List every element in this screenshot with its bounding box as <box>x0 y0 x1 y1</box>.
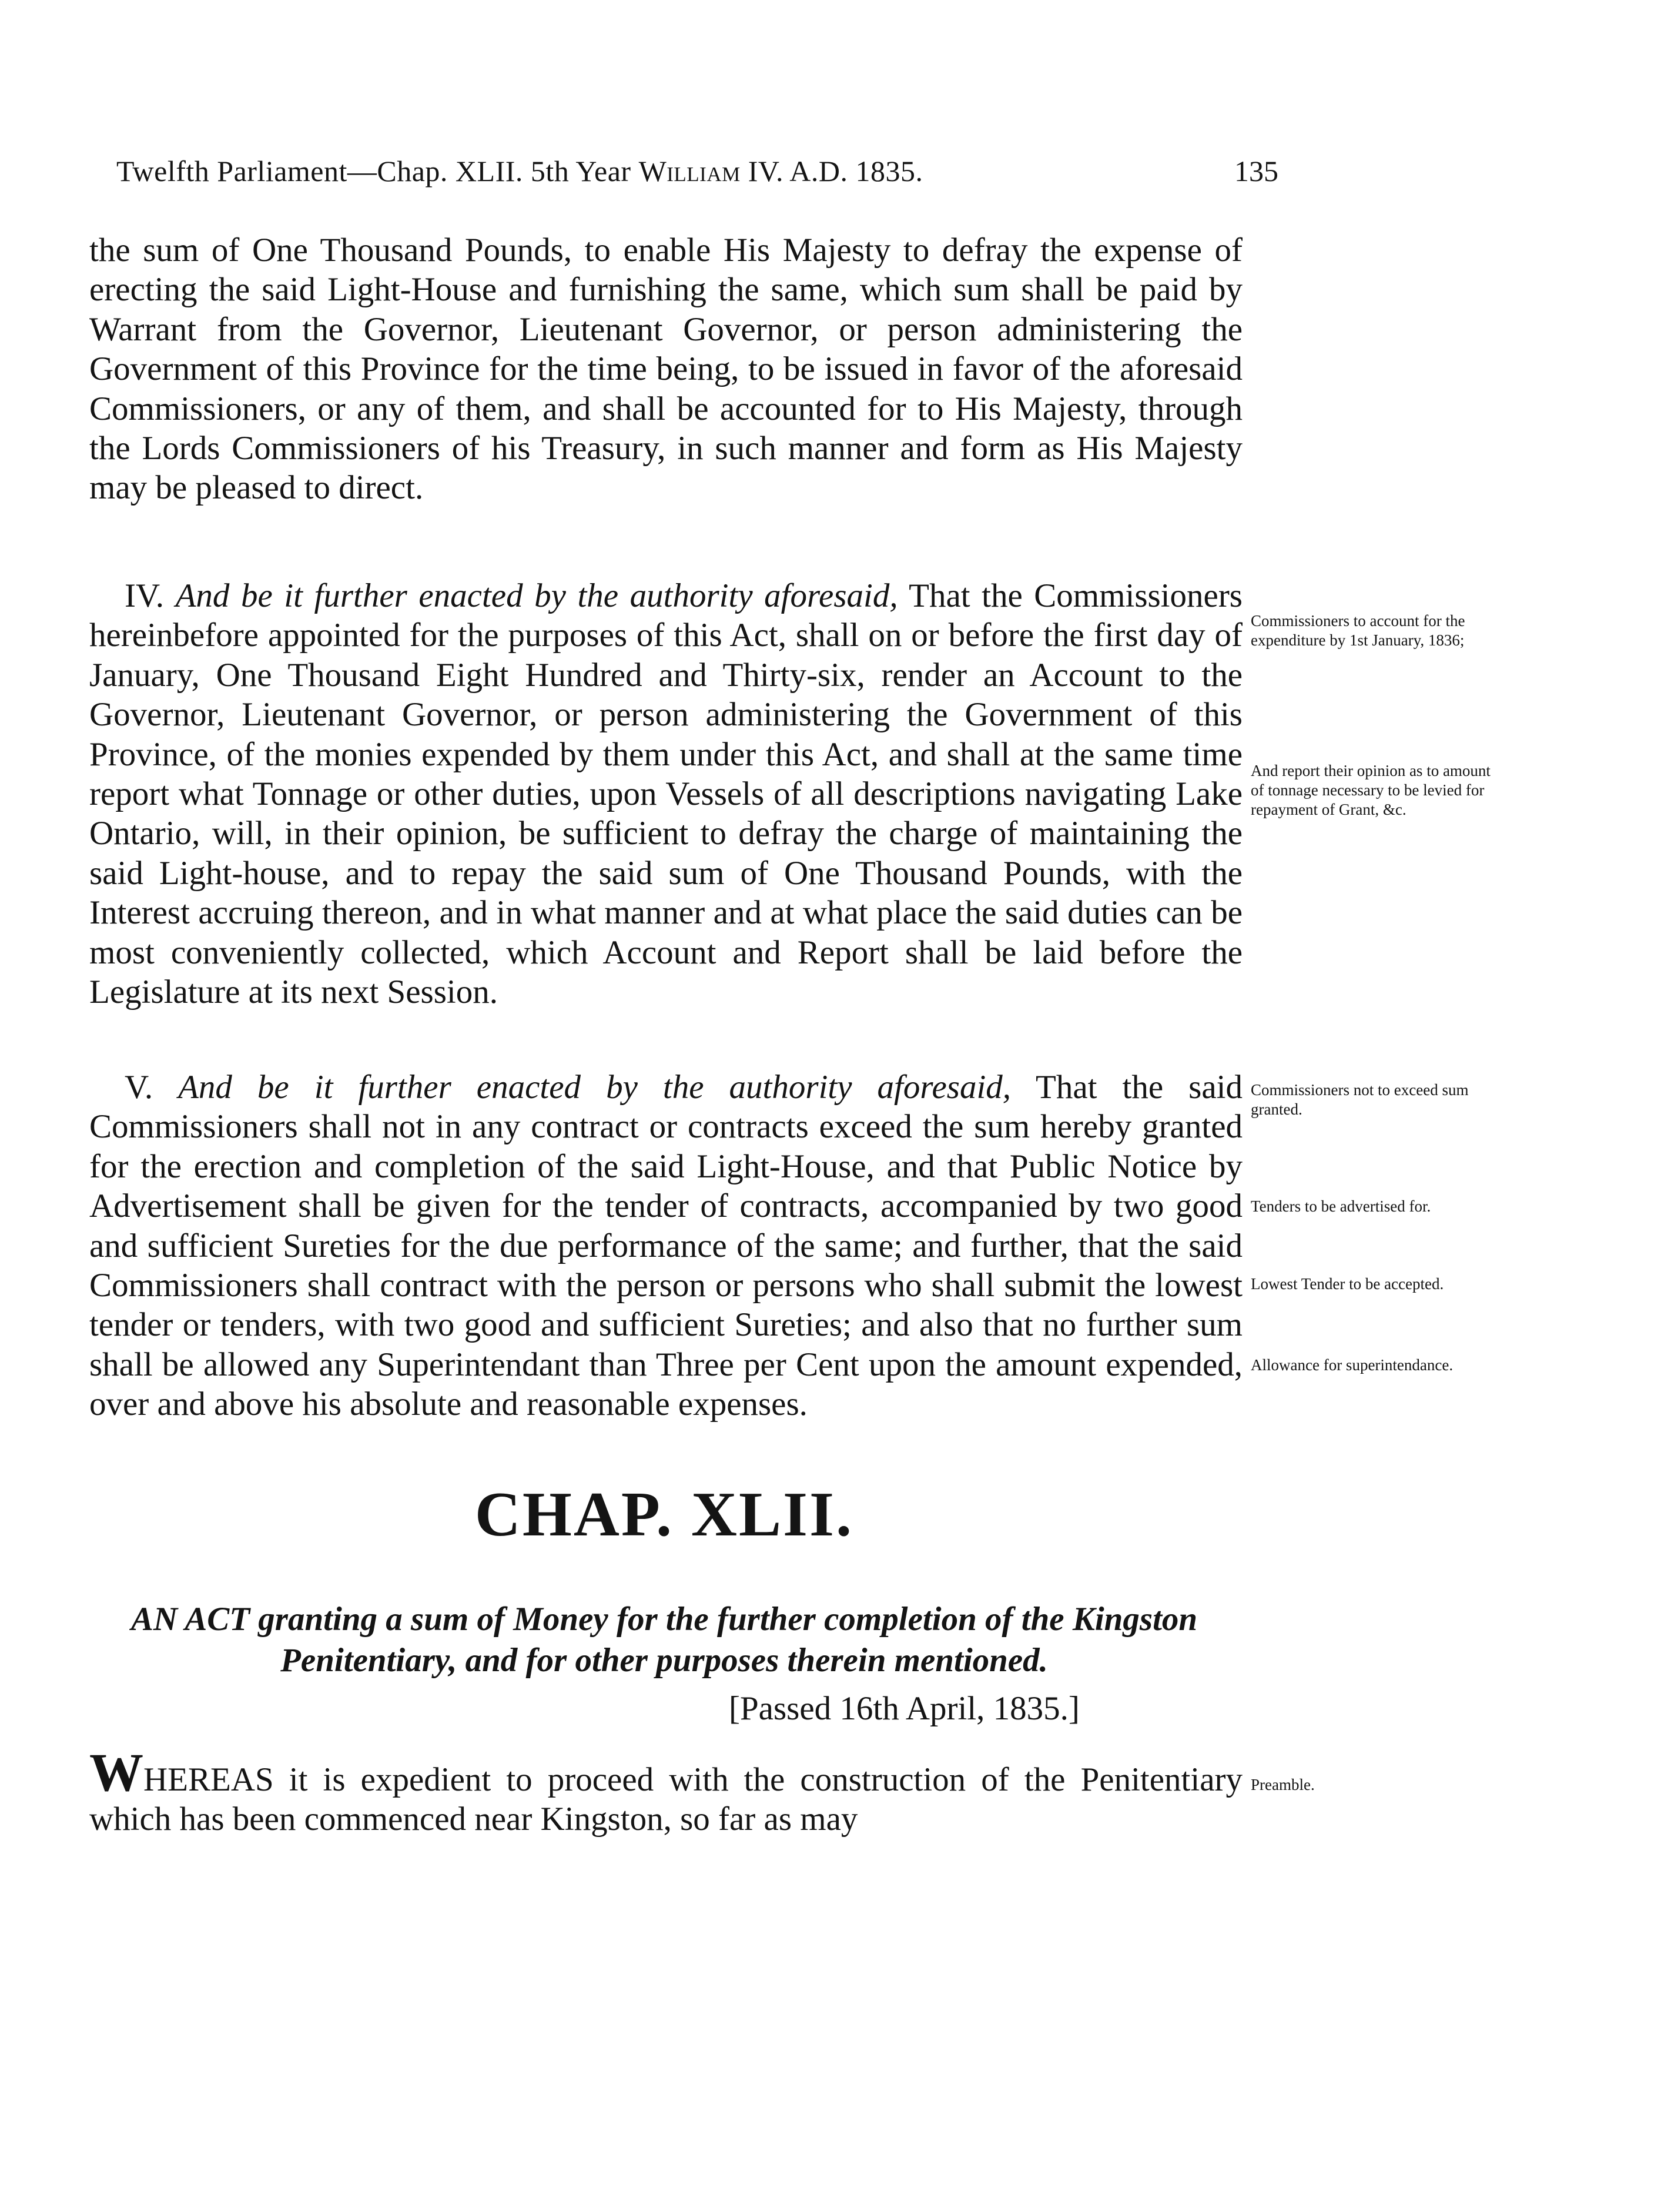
preamble-text: it is expedient to proceed with the construction of the Penitentiary which has been commenced near Kingston, so far as may <box>89 1761 1243 1838</box>
running-head-king: William <box>638 155 741 188</box>
section-v-text: That the said Commissioners shall not in any contract or contracts exceed the sum hereby granted for the erection and completion of the said Light-House, and that Public Notice by Advertisement shall be given for the tender of contracts, accompanied by two good and sufficient Sureties for the due performance of the same; and further, that the said Commissioners shall contract with the person or persons who shall submit the lowest tender or tenders, with two good and sufficient Sureties; and also that no further sum shall be allowed any Superintendant than Three per Cent upon the amount expended, over and above his absolute and reasonable expenses. <box>89 1069 1243 1423</box>
section-v <box>89 1067 1243 1424</box>
margin-note-report: And report their opinion as to amount of tonnage necessary to be levied for repayment of Grant, &c. <box>1251 762 1491 818</box>
chapter-title: CHAP. XLII. <box>474 1480 854 1550</box>
preamble <box>89 1742 1243 1839</box>
page-number: 135 <box>1234 155 1278 188</box>
margin-note-allowance: Allowance for superintendance. <box>1251 1356 1454 1374</box>
margin-note-not-exceed: Commissioners not to exceed sum granted. <box>1251 1081 1469 1118</box>
margin-note-account: Commissioners to account for the expenditure by 1st January, 1836; <box>1251 612 1465 649</box>
paragraph-continuation: the sum of One Thousand Pounds, to enable His Majesty to defray the expense of erecting the said Light-House and furnishing the same, which sum shall be paid by Warrant from the Governor, Lieutenant Governor, or person administering the Government of this Province for the time being, to be issued in favor of the aforesaid Commissioners, or any of them, and shall be accounted for to His Majesty, through the Lords Commissioners of his Treasury, in such manner and form as His Majesty may be pleased to direct. <box>89 232 1243 507</box>
margin-note-preamble: Preamble. <box>1251 1776 1315 1793</box>
section-iv-number: IV. <box>125 577 176 614</box>
margin-note-tenders: Tenders to be advertised for. <box>1251 1197 1431 1215</box>
section-v-enacting-clause: And be it further enacted by the authority aforesaid, <box>178 1069 1012 1106</box>
passed-date: [Passed 16th April, 1835.] <box>729 1690 1080 1727</box>
preamble-dropcap: W <box>89 1742 143 1802</box>
section-iv-text: That the Commissioners hereinbefore appointed for the purposes of this Act, shall on or before the first day of January, One Thousand Eight Hundred and Thirty-six, render an Account to the Governor, Lieutenant Governor, or person administering the Government of this Province, of the monies expended by them under this Act, and shall at the same time report what Tonnage or other duties, upon Vessels of all descriptions navigating Lake Ontario, will, in their opinion, be sufficient to defray the charge of maintaining the said Light-house, and to repay the said sum of One Thousand Pounds, with the Interest accruing thereon, and in what manner and at what place the said duties can be most conveniently collected, which Account and Report shall be laid before the Legislature at its next Session. <box>89 577 1243 1011</box>
running-head-suffix: IV. A.D. 1835. <box>740 155 923 188</box>
running-head-prefix: Twelfth Parliament—Chap. XLII. 5th Year <box>116 155 639 188</box>
running-head <box>116 154 1292 188</box>
margin-note-lowest-tender: Lowest Tender to be accepted. <box>1251 1275 1444 1293</box>
section-v-number: V. <box>125 1069 179 1106</box>
preamble-caps: HEREAS <box>143 1761 274 1798</box>
act-title: AN ACT granting a sum of Money for the further completion of the Kingston Penitentiary, and for other purposes therein mentioned. <box>130 1601 1198 1679</box>
section-iv-enacting-clause: And be it further enacted by the authority aforesaid, <box>175 577 898 614</box>
section-iv <box>89 576 1243 1012</box>
